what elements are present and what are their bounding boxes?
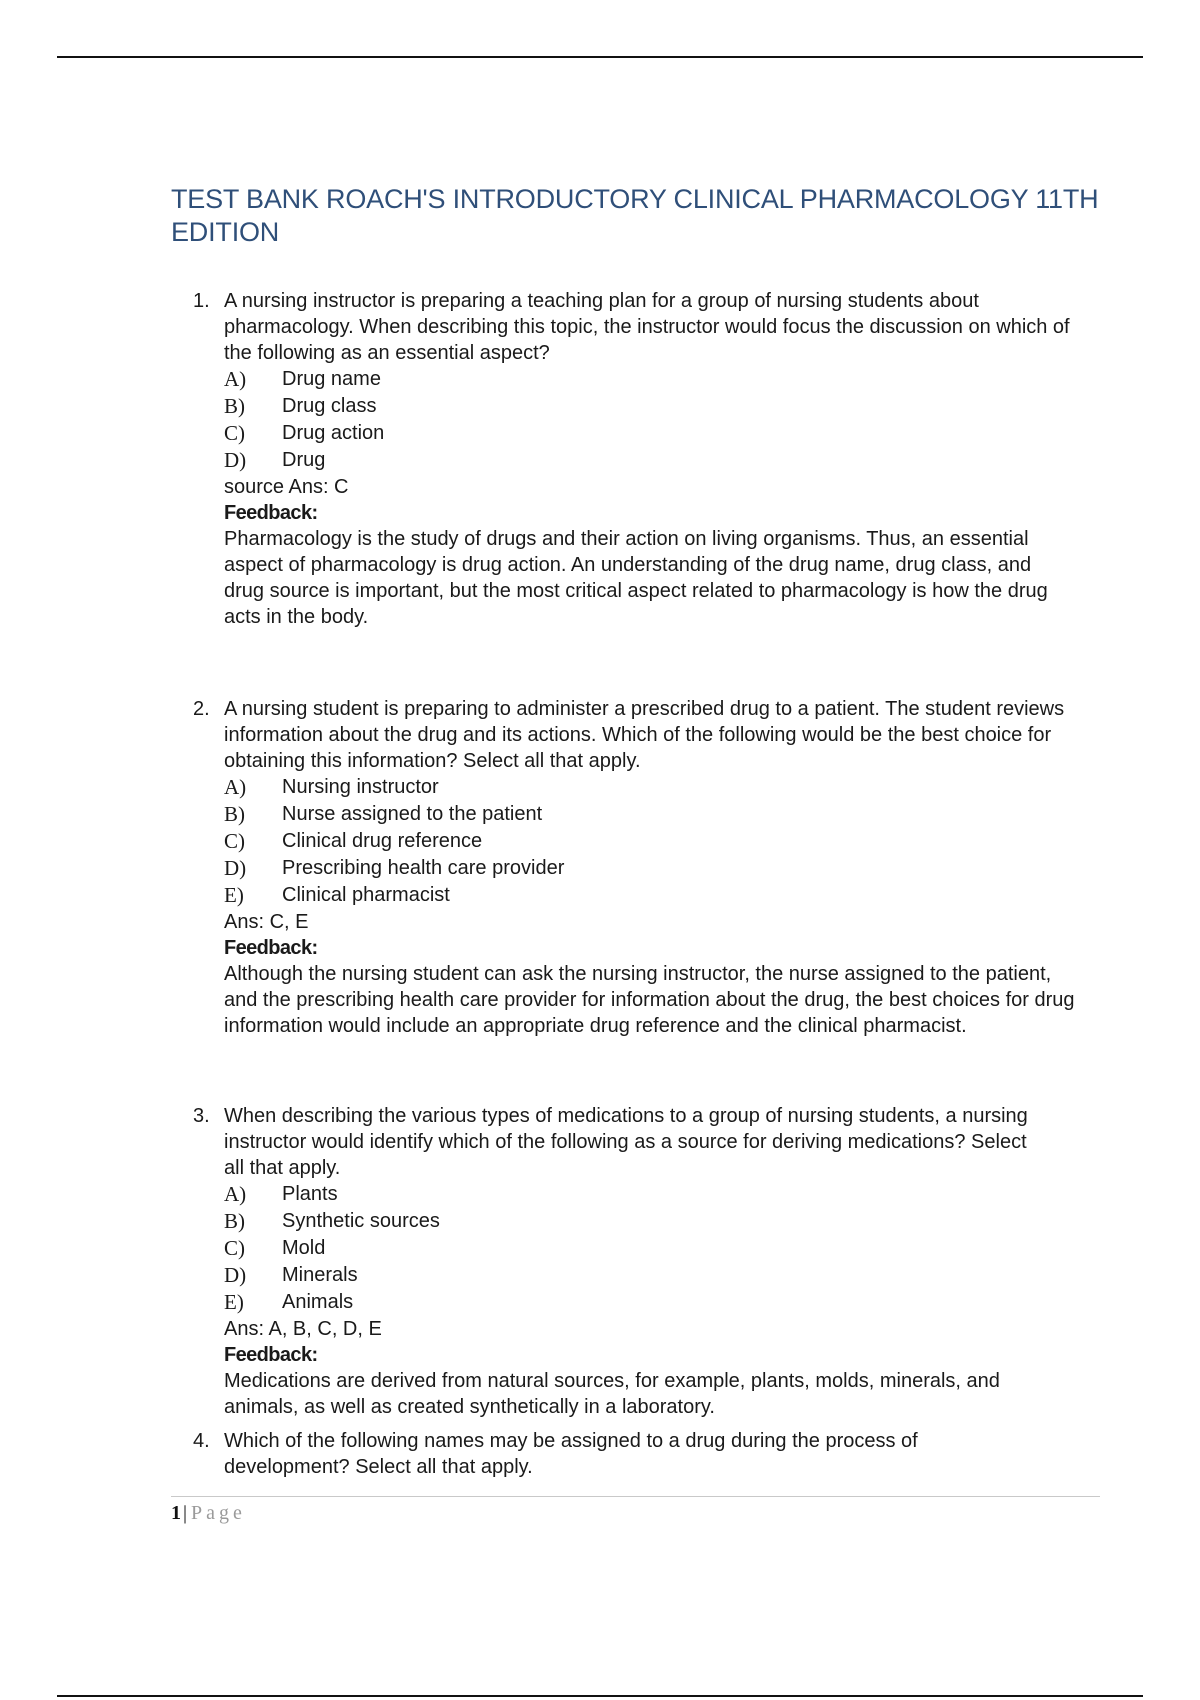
- feedback-label: Feedback:: [224, 1344, 318, 1366]
- option-c: [224, 420, 1084, 447]
- option-letter: C): [224, 1236, 245, 1260]
- option-text: Drug: [282, 449, 326, 471]
- option-text: Prescribing health care provider: [282, 857, 565, 879]
- question-body: [224, 696, 1084, 1039]
- option-letter: C): [224, 829, 245, 853]
- question-text: When describing the various types of medications to a group of nursing students, a nursing instructor would identify which of the following as a source for deriving medications? Select all that apply.: [224, 1105, 1028, 1179]
- option-letter: D): [224, 448, 247, 472]
- feedback-text: Although the nursing student can ask the nursing instructor, the nurse assigned to the patient, and the prescribing health care provider for information about the drug, the best choices for drug information would include an appropriate drug reference and the clinical pharmacist.: [224, 963, 1075, 1037]
- answer-key: Ans: C, E: [224, 911, 309, 933]
- page-label: Page: [191, 1502, 246, 1524]
- option-text: Drug name: [282, 368, 381, 390]
- option-letter: B): [224, 802, 245, 826]
- option-b: [224, 1208, 1084, 1235]
- question-body: [224, 1428, 1084, 1480]
- question-3: [0, 1103, 1200, 1420]
- option-text: Drug class: [282, 395, 377, 417]
- option-e: [224, 1289, 1084, 1316]
- option-letter: D): [224, 1263, 247, 1287]
- feedback-label: Feedback:: [224, 502, 318, 524]
- option-d: [224, 1262, 1084, 1289]
- option-c: [224, 828, 1084, 855]
- option-letter: B): [224, 1209, 245, 1233]
- question-body: [224, 288, 1084, 630]
- option-b: [224, 393, 1084, 420]
- question-list: [0, 288, 1200, 1480]
- option-text: Clinical drug reference: [282, 830, 483, 852]
- option-a: [224, 774, 1084, 801]
- option-a: [224, 366, 1084, 393]
- question-2: [0, 696, 1200, 1039]
- question-text: Which of the following names may be assigned to a drug during the process of development? Select all that apply.: [224, 1430, 918, 1478]
- option-letter: E): [224, 883, 244, 907]
- option-c: [224, 1235, 1084, 1262]
- option-letter: A): [224, 775, 247, 799]
- question-number: 4.: [193, 1430, 210, 1452]
- top-border-rule: [57, 56, 1143, 58]
- feedback-text: Medications are derived from natural sources, for example, plants, molds, minerals, and animals, as well as created synthetically in a laboratory.: [224, 1370, 1000, 1418]
- question-body: [224, 1103, 1084, 1420]
- question-text: A nursing student is preparing to administer a prescribed drug to a patient. The student reviews information about the drug and its actions. Which of the following would be the best choice for obtaining this information? Select all that apply.: [224, 698, 1065, 772]
- option-text: Nurse assigned to the patient: [282, 803, 543, 825]
- option-letter: A): [224, 1182, 247, 1206]
- option-letter: D): [224, 856, 247, 880]
- option-e: [224, 882, 1084, 909]
- bottom-border-rule: [57, 1695, 1143, 1697]
- option-letter: B): [224, 394, 245, 418]
- feedback-text: Pharmacology is the study of drugs and their action on living organisms. Thus, an essential aspect of pharmacology is drug action. An understanding of the drug name, drug class, and drug source is important, but the most critical aspect related to pharmacology is how the drug acts in the body.: [224, 528, 1048, 628]
- option-text: Drug action: [282, 422, 385, 444]
- option-list: [224, 1181, 1084, 1316]
- option-letter: C): [224, 421, 245, 445]
- page-number: 1: [171, 1502, 181, 1524]
- document-title: TEST BANK ROACH'S INTRODUCTORY CLINICAL PHARMACOLOGY 11TH EDITION: [171, 184, 1099, 247]
- feedback-label: Feedback:: [224, 937, 318, 959]
- answer-key: source Ans: C: [224, 476, 349, 498]
- option-list: [224, 774, 1084, 909]
- page-footer: [171, 1501, 246, 1525]
- question-1: [0, 288, 1200, 630]
- option-text: Clinical pharmacist: [282, 884, 450, 906]
- option-text: Minerals: [282, 1264, 358, 1286]
- option-text: Synthetic sources: [282, 1210, 440, 1232]
- option-text: Nursing instructor: [282, 776, 439, 798]
- option-list: [224, 366, 1084, 474]
- question-number: 1.: [193, 290, 210, 312]
- page-separator: |: [183, 1502, 188, 1524]
- option-text: Animals: [282, 1291, 354, 1313]
- option-a: [224, 1181, 1084, 1208]
- option-d: [224, 447, 1084, 474]
- option-letter: E): [224, 1290, 244, 1314]
- question-number: 3.: [193, 1105, 210, 1127]
- option-letter: A): [224, 367, 247, 391]
- option-text: Plants: [282, 1183, 338, 1205]
- option-text: Mold: [282, 1237, 326, 1259]
- answer-key: Ans: A, B, C, D, E: [224, 1318, 382, 1340]
- question-number: 2.: [193, 698, 210, 720]
- option-b: [224, 801, 1084, 828]
- question-text: A nursing instructor is preparing a teaching plan for a group of nursing students about pharmacology. When describing this topic, the instructor would focus the discussion on which of the following as an essential aspect?: [224, 290, 1070, 364]
- question-4: [0, 1428, 1200, 1480]
- footer-rule: [171, 1496, 1100, 1497]
- option-d: [224, 855, 1084, 882]
